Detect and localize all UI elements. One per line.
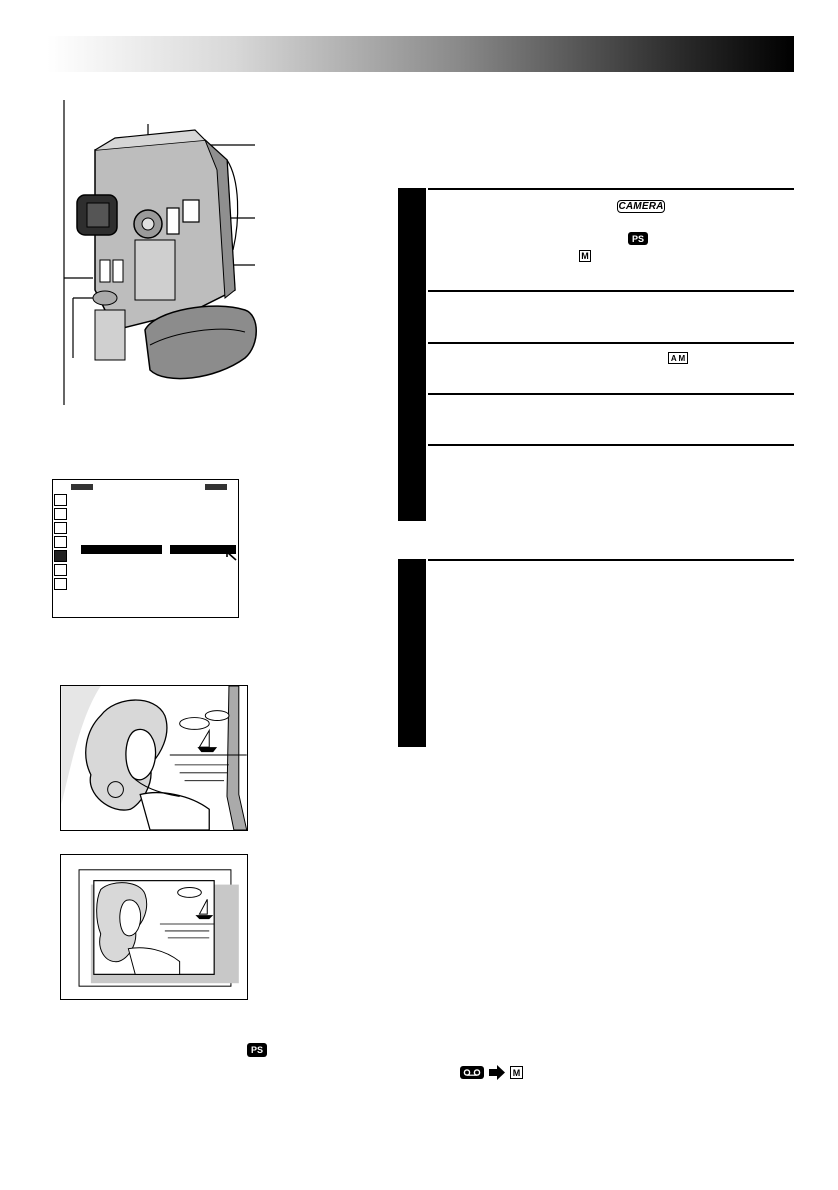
return-icon: [54, 494, 67, 506]
scene-framed-illustration: [60, 854, 248, 1000]
manual-badge-footnote: M: [510, 1066, 523, 1079]
scene-full-illustration: [60, 685, 248, 831]
notes-rule: [428, 559, 794, 561]
auto-manual-icon: [54, 550, 67, 562]
tape-icon: [460, 1066, 484, 1079]
wipe-icon: [54, 508, 67, 520]
menu-tab-left: [71, 484, 93, 490]
step-rule-2: [428, 290, 794, 292]
notes-side-tab: [398, 559, 426, 747]
step-rule-4: [428, 393, 794, 395]
manual-icon: [54, 564, 67, 576]
steps-side-tab: [398, 188, 426, 521]
arrow-right-icon: [489, 1065, 505, 1080]
clock-icon: [54, 578, 67, 590]
cursor-arrow-icon: [225, 550, 239, 562]
step-rule-5: [428, 444, 794, 446]
ps-badge: PS: [628, 232, 648, 245]
manual-badge: M: [579, 250, 591, 262]
auto-manual-badge: A M: [668, 352, 688, 364]
header-banner: [47, 36, 794, 72]
camera-icon: [54, 536, 67, 548]
step-rule-3: [428, 342, 794, 344]
camera-mode-badge: CAMERA: [618, 201, 664, 212]
program-ae-icon: [54, 522, 67, 534]
menu-highlight-item: [81, 545, 162, 554]
camcorder-illustration: [55, 100, 265, 410]
step-rule-1: [428, 188, 794, 190]
menu-screen: [52, 479, 239, 618]
menu-icon-column: [54, 494, 68, 592]
ps-badge-footnote: PS: [247, 1043, 267, 1057]
menu-tab-right: [205, 484, 227, 490]
